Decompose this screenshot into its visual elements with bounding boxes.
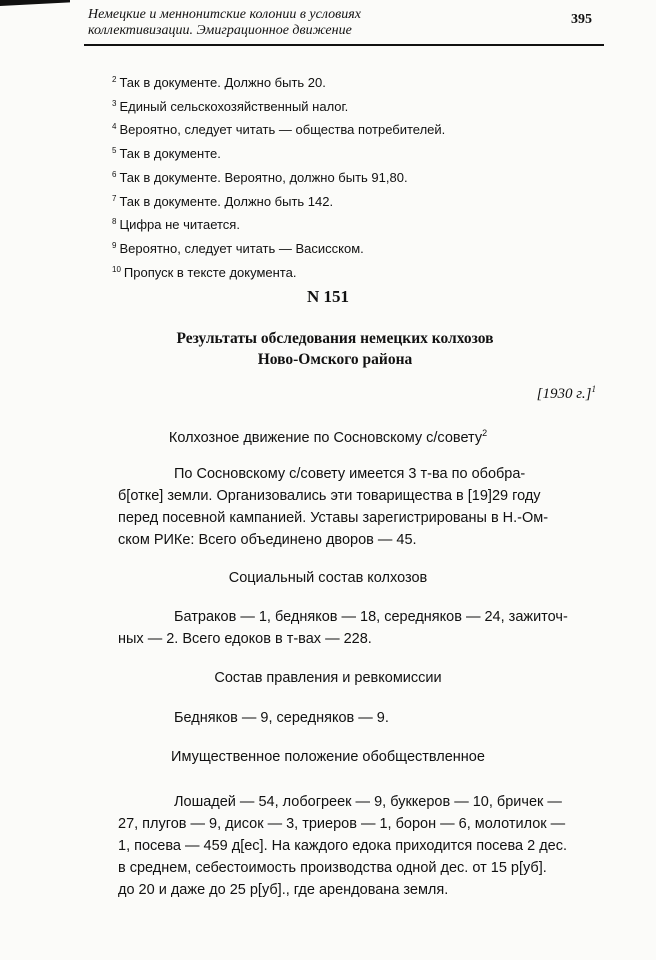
section-heading-text: Социальный состав колхозов xyxy=(228,570,428,586)
document-title xyxy=(100,328,570,370)
footnote-mark: 8 xyxy=(112,217,117,227)
footnote-mark: 2 xyxy=(112,75,117,84)
section-heading-text: Колхозное движение по Сосновскому с/совету xyxy=(168,429,483,446)
footnote-text: Так в документе. xyxy=(119,146,221,162)
paragraph-line: б[отке] земли. Организовались эти товарищества в [19]29 году xyxy=(118,488,541,504)
footnote-mark: 6 xyxy=(112,169,117,179)
footnote-text: Вероятно, следует читать — общества потребителей. xyxy=(119,122,446,138)
footnote xyxy=(112,260,592,284)
footnote xyxy=(112,141,592,165)
page-number: 395 xyxy=(571,12,592,27)
paragraph-line: Лошадей — 54, лобогреек — 9, буккеров — 10, бричек — xyxy=(174,794,562,810)
paragraph-line: ных — 2. Всего едоков в т-вах — 228. xyxy=(118,631,372,647)
footnote-mark: 4 xyxy=(112,122,117,132)
document-number: N 151 xyxy=(306,287,350,306)
section-heading xyxy=(0,570,656,586)
footnote-text: Так в документе. Должно быть 142. xyxy=(119,193,334,209)
section-heading xyxy=(0,670,656,686)
footnote xyxy=(112,236,592,260)
paragraph-line: до 20 и даже до 25 р[уб]., где арендована земля. xyxy=(118,882,449,898)
scan-corner-mark xyxy=(0,0,70,6)
footnote-mark: 9 xyxy=(112,240,117,250)
section-paragraph xyxy=(118,791,628,901)
running-header-title xyxy=(88,7,508,39)
document-title-line-1: Результаты обследования немецких колхозов xyxy=(176,330,494,347)
header-title-line-1: Немецкие и меннонитские колонии в условиях xyxy=(88,7,361,22)
paragraph-line: ском РИКе: Всего объединено дворов — 45. xyxy=(118,532,417,548)
section-heading-text: Состав правления и ревкомиссии xyxy=(214,670,442,686)
section-heading-text: Имущественное положение обобществленное xyxy=(171,749,485,765)
footnote-mark: 3 xyxy=(112,98,117,108)
document-title-line-2: Ново-Омского района xyxy=(257,351,413,368)
footnote xyxy=(112,94,592,118)
document-date-text: [1930 г.] xyxy=(536,386,592,402)
footnote xyxy=(112,70,592,94)
footnotes-list xyxy=(112,70,592,283)
section-heading-note: 2 xyxy=(482,428,488,438)
footnote xyxy=(112,117,592,141)
footnote-text: Так в документе. Вероятно, должно быть 91,80. xyxy=(119,169,408,185)
document-date-note: 1 xyxy=(591,384,596,394)
footnote-text: Вероятно, следует читать — Васисском. xyxy=(119,240,364,256)
section-heading xyxy=(0,749,656,765)
footnote-mark: 10 xyxy=(112,264,121,274)
running-header xyxy=(84,4,604,46)
section-paragraph xyxy=(118,707,628,729)
document-date xyxy=(537,384,596,403)
paragraph-line: перед посевной кампанией. Уставы зарегистрированы в Н.-Ом- xyxy=(118,510,549,526)
paragraph-line: 1, посева — 459 д[ес]. На каждого едока приходится посева 2 дес. xyxy=(118,838,568,854)
footnote-mark: 5 xyxy=(112,146,117,156)
header-title-line-2: коллективизации. Эмиграционное движение xyxy=(88,23,352,38)
paragraph-line: По Сосновскому с/совету имеется 3 т-ва по обобра- xyxy=(174,466,526,482)
footnote xyxy=(112,212,592,236)
paragraph-line: Бедняков — 9, середняков — 9. xyxy=(174,710,389,726)
paragraph-line: Батраков — 1, бедняков — 18, середняков — 24, зажиточ- xyxy=(174,609,568,625)
footnote-text: Пропуск в тексте документа. xyxy=(123,264,297,280)
paragraph-line: 27, плугов — 9, дисок — 3, триеров — 1, борон — 6, молотилок — xyxy=(118,816,566,832)
footnote xyxy=(112,165,592,189)
footnote-mark: 7 xyxy=(112,193,117,203)
footnote-text: Так в документе. Должно быть 20. xyxy=(119,75,326,90)
section-paragraph xyxy=(118,463,628,551)
footnote xyxy=(112,189,592,213)
section-paragraph xyxy=(118,606,628,650)
footnote-text: Цифра не читается. xyxy=(119,217,240,233)
paragraph-line: в среднем, себестоимость производства одной дес. от 15 р[уб]. xyxy=(118,860,547,876)
section-heading xyxy=(0,428,656,446)
footnote-text: Единый сельскохозяйственный налог. xyxy=(119,98,349,114)
